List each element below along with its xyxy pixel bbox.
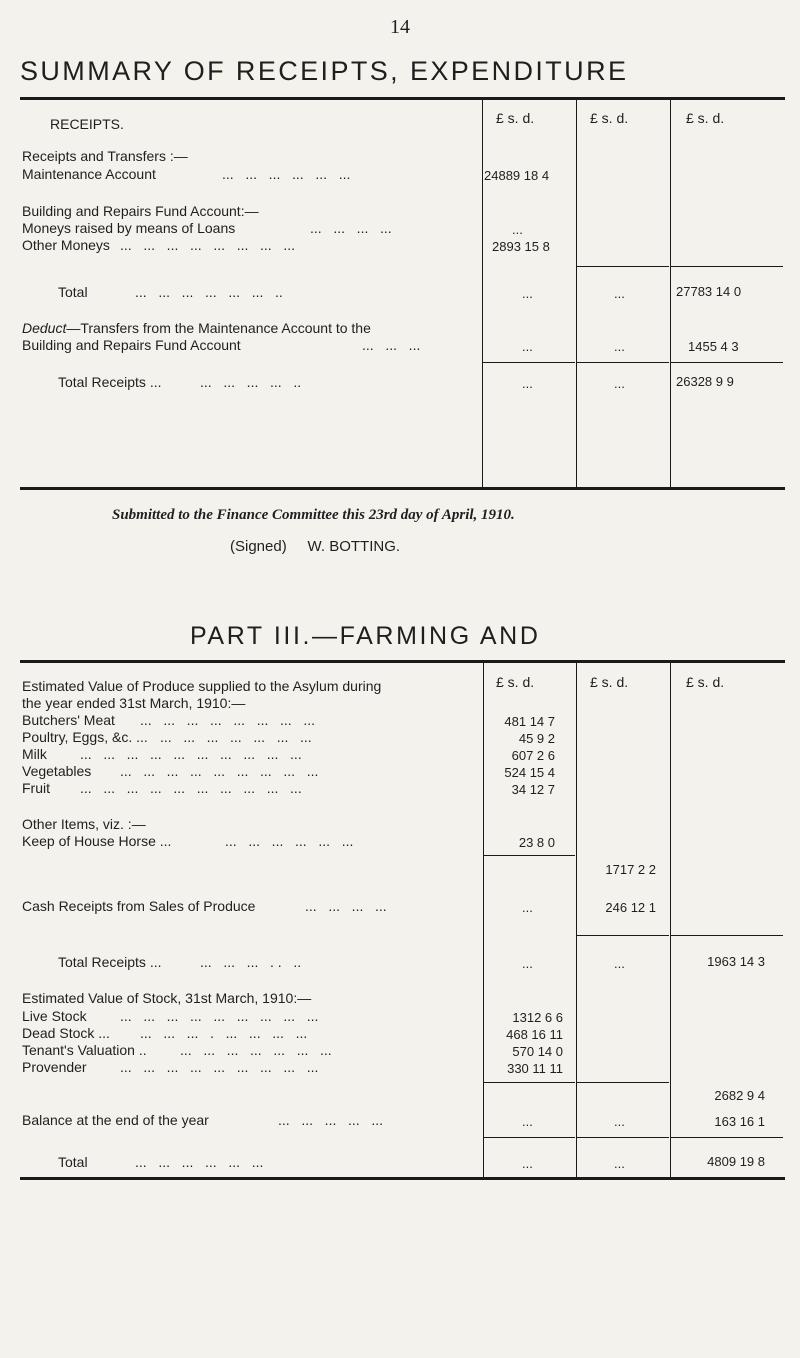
column-divider xyxy=(576,97,577,487)
total-col2: ... xyxy=(614,286,625,301)
col-header-2: £ s. d. xyxy=(590,110,629,126)
receipts-transfers-label: Receipts and Transfers :— xyxy=(22,148,188,164)
dot-leader: ... ... ... ... ... ... ... ... ... ... xyxy=(80,780,302,796)
col-header-3: £ s. d. xyxy=(686,110,725,126)
col-header-1: £ s. d. xyxy=(496,674,535,690)
produce-milk: Milk xyxy=(22,746,47,762)
total-col1: ... xyxy=(522,1156,533,1171)
dot-leader: ... ... ... ... ... ... ... xyxy=(180,1042,332,1058)
stock-subtotal: 2682 9 4 xyxy=(714,1088,765,1103)
subtotal-rule xyxy=(577,935,669,936)
col-header-2: £ s. d. xyxy=(590,674,629,690)
subtotal-rule xyxy=(577,1137,669,1138)
deduct-col3: 1455 4 3 xyxy=(688,339,739,354)
col-header-1: £ s. d. xyxy=(496,110,535,126)
deduct-word: Deduct xyxy=(22,320,67,336)
other-moneys-value: 2893 15 8 xyxy=(492,239,550,254)
produce-fruit: Fruit xyxy=(22,780,50,796)
balance-label: Balance at the end of the year xyxy=(22,1112,209,1128)
dot-leader: ... ... ... ... ... ... .. xyxy=(135,284,283,300)
stock-value: 468 16 11 xyxy=(506,1027,563,1042)
total-label: Total xyxy=(58,1154,88,1170)
stock-value: 570 14 0 xyxy=(512,1044,563,1059)
building-fund-label: Building and Repairs Fund Account:— xyxy=(22,203,259,219)
estimated-value-line1: Estimated Value of Produce supplied to the Asylum during xyxy=(22,678,382,694)
signer-name: W. BOTTING. xyxy=(307,538,401,555)
subtotal-rule xyxy=(484,1082,575,1083)
dot-leader: ... ... ... . ... ... ... ... xyxy=(140,1025,308,1041)
other-items-label: Other Items, viz. :— xyxy=(22,816,146,832)
total-col1: ... xyxy=(522,286,533,301)
stock-value: 1312 6 6 xyxy=(512,1010,563,1025)
column-divider xyxy=(670,660,671,1177)
maintenance-value: 24889 18 4 xyxy=(484,168,550,183)
moneys-loans-value: ... xyxy=(512,222,523,237)
maintenance-account-label: Maintenance Account xyxy=(22,166,156,182)
estimated-value-line2: the year ended 31st March, 1910:— xyxy=(22,695,246,711)
signed-label: (Signed) xyxy=(230,538,287,555)
dot-leader: ... ... ... ... xyxy=(305,898,387,914)
produce-vegetables: Vegetables xyxy=(22,763,92,779)
deduct-text: —Transfers from the Maintenance Account to the xyxy=(66,320,371,336)
total-label: Total xyxy=(58,284,88,300)
produce-value: 481 14 7 xyxy=(504,714,555,729)
submission-note: Submitted to the Finance Committee this 23rd day of April, 1910. xyxy=(112,507,515,523)
column-divider xyxy=(482,97,483,487)
subtotal-rule xyxy=(577,362,669,363)
deduct-label xyxy=(22,320,371,336)
deduct-col2: ... xyxy=(614,339,625,354)
total-receipts-col3: 1963 14 3 xyxy=(707,954,765,969)
total-col3: 27783 14 0 xyxy=(676,284,742,299)
stock-heading: Estimated Value of Stock, 31st March, 1910:— xyxy=(22,990,312,1006)
subtotal-rule xyxy=(671,1137,783,1138)
total-col3: 4809 19 8 xyxy=(707,1154,765,1169)
table-bottom-rule xyxy=(20,487,785,490)
column-divider xyxy=(670,97,671,487)
subtotal-rule xyxy=(484,855,575,856)
cash-receipts-label: Cash Receipts from Sales of Produce xyxy=(22,898,256,914)
dot-leader: ... ... ... ... .. xyxy=(200,374,302,390)
dot-leader: ... ... ... . . .. xyxy=(200,954,302,970)
stock-provender: Provender xyxy=(22,1059,87,1075)
produce-value: 34 12 7 xyxy=(511,782,555,797)
column-divider xyxy=(576,660,577,1177)
moneys-loans-label: Moneys raised by means of Loans xyxy=(22,220,236,236)
keep-horse-label: Keep of House Horse ... xyxy=(22,833,172,849)
stock-value: 330 11 11 xyxy=(507,1061,563,1076)
subtotal-rule xyxy=(577,1082,669,1083)
cash-col2: 246 12 1 xyxy=(605,900,656,915)
produce-value: 45 9 2 xyxy=(518,731,555,746)
dot-leader: ... ... ... ... ... ... xyxy=(222,166,351,182)
part-heading: PART III.—FARMING AND xyxy=(190,622,541,650)
signature-line xyxy=(230,538,400,555)
total-receipts-label: Total Receipts ... xyxy=(58,954,162,970)
dot-leader: ... ... ... ... ... ... ... ... ... xyxy=(120,1008,319,1024)
total-receipts-col2: ... xyxy=(614,376,625,391)
stock-live: Live Stock xyxy=(22,1008,87,1024)
section-heading: SUMMARY OF RECEIPTS, EXPENDITURE xyxy=(20,56,629,86)
subtotal-rule xyxy=(671,935,783,936)
dot-leader: ... ... ... ... ... ... ... ... xyxy=(120,237,296,253)
dot-leader: ... ... ... ... xyxy=(310,220,392,236)
subtotal-rule xyxy=(577,266,669,267)
dot-leader: ... ... ... xyxy=(362,337,421,353)
dot-leader: ... ... ... ... ... ... ... ... xyxy=(140,712,316,728)
balance-col3: 163 16 1 xyxy=(714,1114,765,1129)
subtotal-rule xyxy=(671,266,783,267)
dot-leader: ... ... ... ... ... xyxy=(278,1112,384,1128)
dot-leader: ... ... ... ... ... ... ... xyxy=(160,729,312,745)
produce-butchers-meat: Butchers' Meat xyxy=(22,712,115,728)
deduct-col1: ... xyxy=(522,339,533,354)
dot-leader: ... ... ... ... ... ... xyxy=(135,1154,264,1170)
column-divider xyxy=(483,660,484,1177)
receipts-title: RECEIPTS. xyxy=(50,116,124,132)
dot-leader: ... ... ... ... ... ... xyxy=(225,833,354,849)
dot-leader: ... ... ... ... ... ... ... ... ... xyxy=(120,763,319,779)
balance-col1: ... xyxy=(522,1114,533,1129)
table-bottom-rule xyxy=(20,1177,785,1180)
stock-tenant: Tenant's Valuation .. xyxy=(22,1042,147,1058)
cash-col1: ... xyxy=(522,900,533,915)
dot-leader: ... ... ... ... ... ... ... ... ... xyxy=(120,1059,319,1075)
balance-col2: ... xyxy=(614,1114,625,1129)
total-receipts-col1: ... xyxy=(522,376,533,391)
subtotal-rule xyxy=(671,362,783,363)
page-number: 14 xyxy=(390,16,410,38)
produce-poultry: Poultry, Eggs, &c. ... xyxy=(22,729,148,745)
total-receipts-col2: ... xyxy=(614,956,625,971)
total-col2: ... xyxy=(614,1156,625,1171)
subtotal-rule xyxy=(484,1137,575,1138)
subtotal-rule xyxy=(483,362,575,363)
total-receipts-col3: 26328 9 9 xyxy=(676,374,734,389)
total-receipts-col1: ... xyxy=(522,956,533,971)
other-moneys-label: Other Moneys xyxy=(22,237,110,253)
deduct-line2: Building and Repairs Fund Account xyxy=(22,337,241,353)
produce-subtotal: 1717 2 2 xyxy=(605,862,656,877)
keep-horse-value: 23 8 0 xyxy=(518,835,555,850)
produce-value: 524 15 4 xyxy=(504,765,555,780)
dot-leader: ... ... ... ... ... ... ... ... ... ... xyxy=(80,746,302,762)
stock-dead: Dead Stock ... xyxy=(22,1025,110,1041)
produce-value: 607 2 6 xyxy=(511,748,555,763)
col-header-3: £ s. d. xyxy=(686,674,725,690)
total-receipts-label: Total Receipts ... xyxy=(58,374,162,390)
